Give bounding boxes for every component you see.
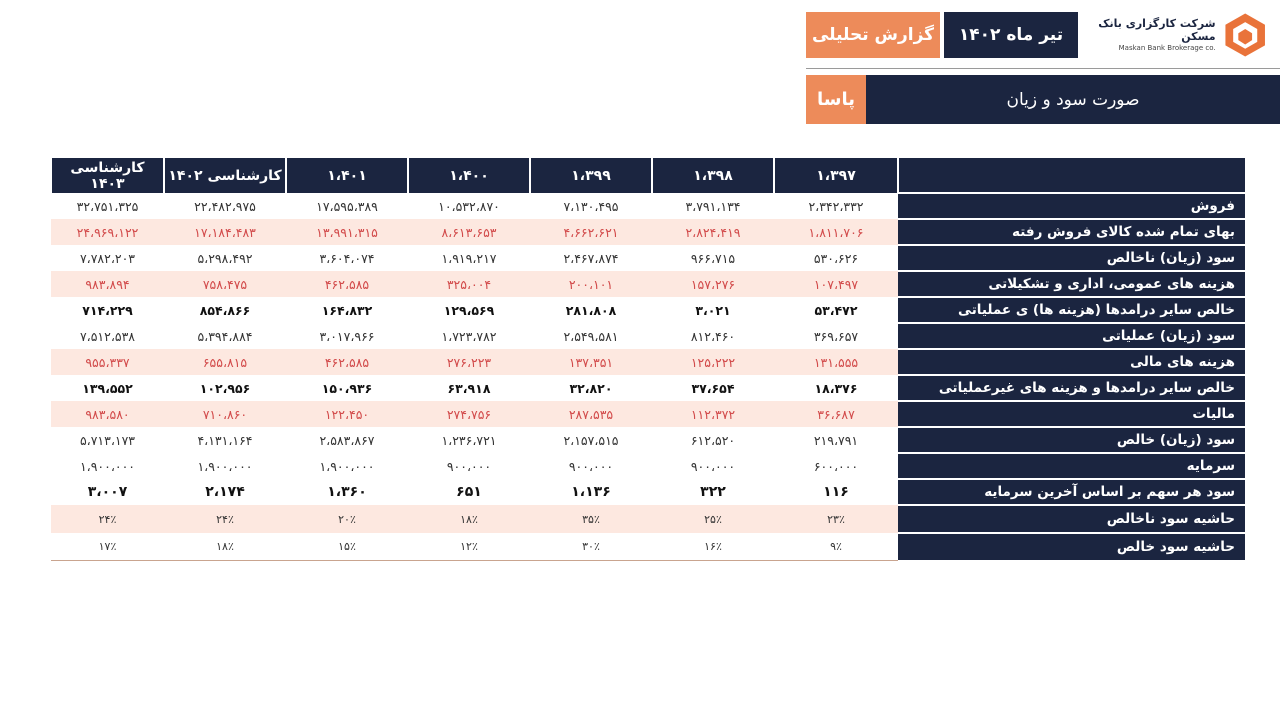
report-type-badge: گزارش تحلیلی bbox=[806, 12, 940, 58]
table-cell: ۹۰۰،۰۰۰ bbox=[690, 458, 736, 474]
table-cell: ۶۱۲،۵۲۰ bbox=[690, 432, 736, 448]
table-cell: ۱۳،۹۹۱،۳۱۵ bbox=[286, 219, 408, 245]
table-cell: ۱۷،۵۹۵،۳۸۹ bbox=[316, 198, 378, 214]
table-cell: ۴،۶۶۲،۶۲۱ bbox=[530, 219, 652, 245]
table-cell: ۸۱۲،۴۶۰ bbox=[690, 328, 736, 344]
table-cell: ۱۳۷،۳۵۱ bbox=[530, 349, 652, 375]
table-cell: ۱۸٪ bbox=[164, 533, 286, 560]
row-label: مالیات bbox=[898, 401, 1245, 427]
table-cell: ۲۳٪ bbox=[774, 505, 898, 533]
table-cell: ۲۴٪ bbox=[164, 505, 286, 533]
table-cell: ۱،۲۳۶،۷۲۱ bbox=[441, 432, 497, 448]
table-cell: ۲۷۶،۲۲۳ bbox=[408, 349, 530, 375]
table-cell: ۷،۱۳۰،۴۹۵ bbox=[563, 198, 619, 214]
table-cell: ۳۲۵،۰۰۴ bbox=[408, 271, 530, 297]
table-cell: ۵۳،۴۷۲ bbox=[814, 302, 858, 318]
table-cell: ۳،۰۰۷ bbox=[87, 484, 128, 500]
table-cell: ۴۶۲،۵۸۵ bbox=[286, 349, 408, 375]
table-cell: ۹۵۵،۳۳۷ bbox=[51, 349, 164, 375]
income-statement-table bbox=[50, 158, 1245, 561]
ticker-symbol: پاسا bbox=[806, 75, 866, 124]
table-cell: ۷۵۸،۴۷۵ bbox=[164, 271, 286, 297]
table-cell: ۲۰٪ bbox=[286, 505, 408, 533]
table-cell: ۵۳۰،۶۲۶ bbox=[813, 250, 859, 266]
table-cell: ۱،۹۰۰،۰۰۰ bbox=[319, 458, 375, 474]
table-cell: ۱۲۲،۴۵۰ bbox=[286, 401, 408, 427]
table-cell: ۳۲،۷۵۱،۳۲۵ bbox=[76, 198, 139, 214]
page-title: صورت سود و زیان bbox=[866, 75, 1280, 124]
table-cell: ۸،۶۱۳،۶۵۳ bbox=[408, 219, 530, 245]
table-cell: ۲،۱۷۴ bbox=[205, 484, 245, 500]
table-row bbox=[51, 479, 1245, 505]
row-label: سود (زیان) عملیاتی bbox=[898, 323, 1245, 349]
table-row bbox=[51, 401, 1245, 427]
table-row bbox=[51, 219, 1245, 245]
table-row bbox=[51, 271, 1245, 297]
table-cell: ۴۶۲،۵۸۵ bbox=[286, 271, 408, 297]
column-header: ۱،۳۹۹ bbox=[530, 158, 652, 193]
table-cell: ۳۰٪ bbox=[530, 533, 652, 560]
table-row bbox=[51, 505, 1245, 533]
table-cell: ۲،۴۶۷،۸۷۴ bbox=[563, 250, 619, 266]
column-header: ۱،۴۰۰ bbox=[408, 158, 530, 193]
table-cell: ۱۷،۱۸۴،۴۸۳ bbox=[164, 219, 286, 245]
column-header: ۱،۳۹۷ bbox=[774, 158, 898, 193]
table-cell: ۲۸۷،۵۳۵ bbox=[530, 401, 652, 427]
company-logo-icon bbox=[1222, 8, 1268, 62]
table-cell: ۹۰۰،۰۰۰ bbox=[568, 458, 614, 474]
table-cell: ۲،۸۲۴،۴۱۹ bbox=[652, 219, 774, 245]
company-logo bbox=[1082, 8, 1268, 62]
table-row bbox=[51, 297, 1245, 323]
row-label: سرمایه bbox=[898, 453, 1245, 479]
header-corner bbox=[898, 158, 1245, 193]
table-row bbox=[51, 427, 1245, 453]
table-cell: ۵،۲۹۸،۴۹۲ bbox=[197, 250, 253, 266]
table-cell: ۱۰۷،۴۹۷ bbox=[774, 271, 898, 297]
table-row bbox=[51, 533, 1245, 560]
table-cell: ۱،۹۰۰،۰۰۰ bbox=[79, 458, 136, 474]
table-cell: ۲۱۹،۷۹۱ bbox=[813, 432, 859, 448]
table-cell: ۶۵۱ bbox=[456, 484, 482, 500]
table-cell: ۵،۳۹۴،۸۸۴ bbox=[197, 328, 253, 344]
table-cell: ۱،۸۱۱،۷۰۶ bbox=[774, 219, 898, 245]
table-cell: ۲۴،۹۶۹،۱۲۲ bbox=[51, 219, 164, 245]
table-cell: ۲،۳۴۲،۳۳۲ bbox=[808, 198, 864, 214]
table-cell: ۵،۷۱۳،۱۷۳ bbox=[79, 432, 136, 448]
table-cell: ۲۷۴،۷۵۶ bbox=[408, 401, 530, 427]
table-cell: ۲۸۱،۸۰۸ bbox=[565, 302, 617, 318]
table-row bbox=[51, 349, 1245, 375]
table-cell: ۱،۱۳۶ bbox=[571, 484, 611, 500]
table-row bbox=[51, 323, 1245, 349]
table-cell: ۱۵۷،۲۷۶ bbox=[652, 271, 774, 297]
row-label: خالص سایر درامدها و هزینه های غیرعملیاتی bbox=[898, 375, 1245, 401]
table-cell: ۳۲،۸۲۰ bbox=[569, 380, 613, 396]
table-cell: ۲۵٪ bbox=[652, 505, 774, 533]
table-cell: ۱۲٪ bbox=[408, 533, 530, 560]
row-label: سود هر سهم بر اساس آخرین سرمایه bbox=[898, 479, 1245, 505]
table-cell: ۳،۶۰۴،۰۷۴ bbox=[319, 250, 375, 266]
column-header: کارشناسی ۱۴۰۲ bbox=[164, 158, 286, 193]
table-cell: ۲۰۰،۱۰۱ bbox=[530, 271, 652, 297]
table-cell: ۱۱۶ bbox=[823, 484, 849, 500]
company-name-en: Maskan Bank Brokerage co. bbox=[1118, 43, 1216, 52]
table-cell: ۳۲۲ bbox=[700, 484, 726, 500]
table-cell: ۹۶۶،۷۱۵ bbox=[690, 250, 736, 266]
table-cell: ۲،۵۴۹،۵۸۱ bbox=[563, 328, 619, 344]
table-cell: ۶۵۵،۸۱۵ bbox=[164, 349, 286, 375]
table-cell: ۱۶٪ bbox=[652, 533, 774, 560]
table-cell: ۳۶،۶۸۷ bbox=[774, 401, 898, 427]
table-cell: ۳،۰۲۱ bbox=[695, 302, 731, 318]
table-cell: ۸۵۴،۸۶۶ bbox=[199, 302, 251, 318]
row-label: حاشیه سود ناخالص bbox=[898, 505, 1245, 533]
table-row bbox=[51, 453, 1245, 479]
table-cell: ۱،۹۱۹،۲۱۷ bbox=[441, 250, 497, 266]
table-cell: ۲،۵۸۳،۸۶۷ bbox=[319, 432, 375, 448]
table-cell: ۲۲،۴۸۲،۹۷۵ bbox=[194, 198, 256, 214]
table-cell: ۱۳۹،۵۵۲ bbox=[82, 380, 133, 396]
row-label: خالص سایر درامدها (هزینه ها) ی عملیاتی bbox=[898, 297, 1245, 323]
table-cell: ۱۲۹،۵۶۹ bbox=[443, 302, 495, 318]
table-cell: ۱۰۲،۹۵۶ bbox=[199, 380, 251, 396]
table-cell: ۷۱۰،۸۶۰ bbox=[164, 401, 286, 427]
table-cell: ۹۰۰،۰۰۰ bbox=[446, 458, 492, 474]
company-name-fa: شرکت کارگزاری بانک مسکن bbox=[1098, 17, 1216, 43]
table-cell: ۲۴٪ bbox=[51, 505, 164, 533]
table-cell: ۳۵٪ bbox=[530, 505, 652, 533]
table-cell: ۹٪ bbox=[774, 533, 898, 560]
table-cell: ۳،۰۱۷،۹۶۶ bbox=[319, 328, 375, 344]
table-row bbox=[51, 193, 1245, 219]
table-cell: ۱۰،۵۳۲،۸۷۰ bbox=[438, 198, 500, 214]
table-cell: ۷،۷۸۲،۲۰۳ bbox=[79, 250, 136, 266]
table-cell: ۱،۹۰۰،۰۰۰ bbox=[197, 458, 253, 474]
table-cell: ۹۸۳،۸۹۴ bbox=[51, 271, 164, 297]
row-label: هزینه های مالی bbox=[898, 349, 1245, 375]
row-label: حاشیه سود خالص bbox=[898, 533, 1245, 560]
table-cell: ۱۸،۳۷۶ bbox=[814, 380, 858, 396]
table-cell: ۳۶۹،۶۵۷ bbox=[813, 328, 859, 344]
column-header: کارشناسی ۱۴۰۳ bbox=[51, 158, 164, 193]
table-cell: ۴،۱۳۱،۱۶۴ bbox=[197, 432, 253, 448]
table-cell: ۱۸٪ bbox=[408, 505, 530, 533]
table-cell: ۱،۳۶۰ bbox=[327, 484, 367, 500]
table-cell: ۱۵٪ bbox=[286, 533, 408, 560]
section-title-bar bbox=[806, 75, 1280, 124]
table-cell: ۱۳۱،۵۵۵ bbox=[774, 349, 898, 375]
table-row bbox=[51, 245, 1245, 271]
table-cell: ۷۱۴،۲۲۹ bbox=[82, 302, 133, 318]
row-label: سود (زیان) خالص bbox=[898, 427, 1245, 453]
row-label: بهای تمام شده کالای فروش رفته bbox=[898, 219, 1245, 245]
table-row bbox=[51, 375, 1245, 401]
header-divider bbox=[806, 68, 1280, 69]
table-cell: ۹۸۳،۵۸۰ bbox=[51, 401, 164, 427]
report-period: تیر ماه ۱۴۰۲ bbox=[944, 12, 1078, 58]
column-header: ۱،۴۰۱ bbox=[286, 158, 408, 193]
table-cell: ۶۳،۹۱۸ bbox=[447, 380, 491, 396]
row-label: فروش bbox=[898, 193, 1245, 219]
table-cell: ۱۷٪ bbox=[51, 533, 164, 560]
table-cell: ۶۰۰،۰۰۰ bbox=[813, 458, 859, 474]
row-label: هزینه های عمومی، اداری و تشکیلاتی bbox=[898, 271, 1245, 297]
table-header-row bbox=[51, 158, 1245, 193]
table-cell: ۷،۵۱۲،۵۳۸ bbox=[79, 328, 136, 344]
table-cell: ۱۵۰،۹۳۶ bbox=[321, 380, 373, 396]
table-cell: ۱۲۵،۲۲۲ bbox=[652, 349, 774, 375]
table-cell: ۳۷،۶۵۴ bbox=[691, 380, 735, 396]
table-cell: ۱،۷۲۳،۷۸۲ bbox=[441, 328, 497, 344]
table-cell: ۱۶۴،۸۳۲ bbox=[321, 302, 373, 318]
column-header: ۱،۳۹۸ bbox=[652, 158, 774, 193]
table-cell: ۲،۱۵۷،۵۱۵ bbox=[563, 432, 619, 448]
table-cell: ۱۱۲،۳۷۲ bbox=[652, 401, 774, 427]
table-cell: ۳،۷۹۱،۱۳۴ bbox=[685, 198, 741, 214]
row-label: سود (زیان) ناخالص bbox=[898, 245, 1245, 271]
